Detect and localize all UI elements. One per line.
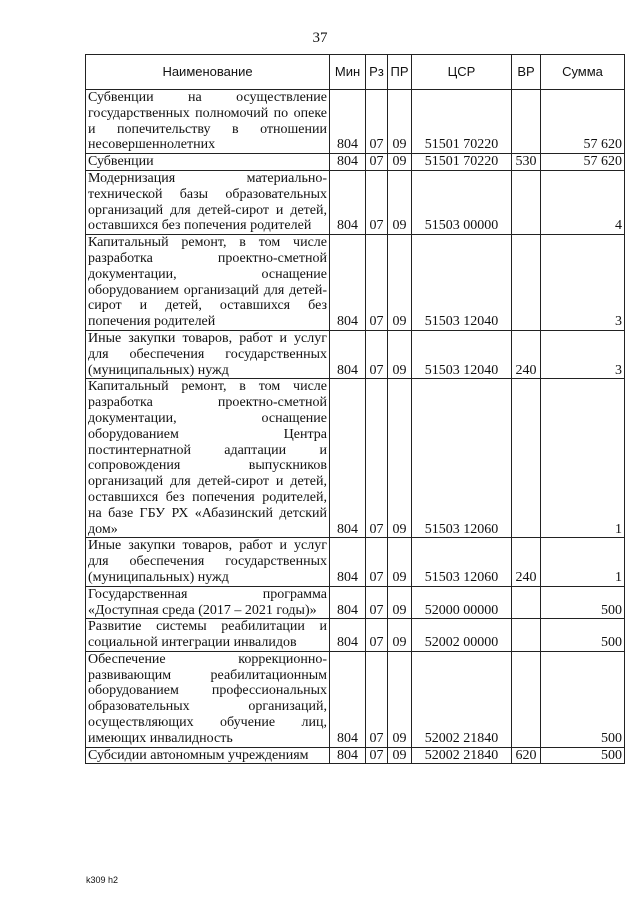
cell-vr bbox=[512, 586, 541, 619]
cell-csr: 51503 12040 bbox=[412, 330, 512, 378]
cell-pr: 09 bbox=[388, 586, 412, 619]
table-row bbox=[86, 379, 625, 538]
cell-min: 804 bbox=[330, 747, 366, 764]
cell-rz: 07 bbox=[366, 747, 388, 764]
cell-rz: 07 bbox=[366, 235, 388, 331]
cell-name: Капитальный ремонт, в том числе разработка проектно-сметной документации, оснащение оборудованием организаций для детей-сирот и детей, оставшихся без попечения родителей bbox=[86, 235, 330, 331]
page-number: 37 bbox=[312, 30, 328, 46]
cell-csr: 52002 21840 bbox=[412, 747, 512, 764]
cell-csr: 51501 70220 bbox=[412, 154, 512, 171]
header-name: Наименование bbox=[86, 55, 330, 90]
cell-vr: 240 bbox=[512, 538, 541, 586]
cell-rz: 07 bbox=[366, 154, 388, 171]
cell-pr: 09 bbox=[388, 235, 412, 331]
cell-csr: 51503 00000 bbox=[412, 170, 512, 234]
cell-name: Развитие системы реабилитации и социальной интеграции инвалидов bbox=[86, 619, 330, 652]
cell-sum: 3 bbox=[541, 235, 625, 331]
header-rz: Рз bbox=[366, 55, 388, 90]
cell-name: Государственная программа «Доступная среда (2017 – 2021 годы)» bbox=[86, 586, 330, 619]
cell-rz: 07 bbox=[366, 379, 388, 538]
cell-min: 804 bbox=[330, 170, 366, 234]
cell-vr bbox=[512, 235, 541, 331]
footer-code: k309 h2 bbox=[86, 875, 119, 885]
cell-pr: 09 bbox=[388, 330, 412, 378]
header-sum: Сумма bbox=[541, 55, 625, 90]
cell-name: Капитальный ремонт, в том числе разработка проектно-сметной документации, оснащение оборудованием Центра постинтернатной адаптации и сопровождения выпускников организаций для детей-сирот и детей, оставшихся без попечения родителей, на базе ГБУ РХ «Абазинский детский дом» bbox=[86, 379, 330, 538]
cell-name: Субвенции bbox=[86, 154, 330, 171]
cell-sum: 500 bbox=[541, 586, 625, 619]
cell-vr: 530 bbox=[512, 154, 541, 171]
table-row bbox=[86, 330, 625, 378]
cell-min: 804 bbox=[330, 90, 366, 154]
cell-min: 804 bbox=[330, 538, 366, 586]
cell-rz: 07 bbox=[366, 586, 388, 619]
cell-vr bbox=[512, 90, 541, 154]
cell-pr: 09 bbox=[388, 379, 412, 538]
cell-min: 804 bbox=[330, 619, 366, 652]
cell-min: 804 bbox=[330, 379, 366, 538]
cell-pr: 09 bbox=[388, 170, 412, 234]
cell-min: 804 bbox=[330, 154, 366, 171]
cell-sum: 500 bbox=[541, 619, 625, 652]
cell-sum: 1 bbox=[541, 538, 625, 586]
cell-sum: 3 bbox=[541, 330, 625, 378]
cell-rz: 07 bbox=[366, 538, 388, 586]
cell-sum: 500 bbox=[541, 651, 625, 747]
cell-name: Обеспечение коррекционно-развивающим реабилитационным оборудованием профессиональных образовательных организаций, осуществляющих обучение лиц, имеющих инвалидность bbox=[86, 651, 330, 747]
cell-pr: 09 bbox=[388, 538, 412, 586]
cell-min: 804 bbox=[330, 586, 366, 619]
cell-min: 804 bbox=[330, 651, 366, 747]
cell-pr: 09 bbox=[388, 651, 412, 747]
cell-sum: 57 620 bbox=[541, 154, 625, 171]
cell-csr: 52000 00000 bbox=[412, 586, 512, 619]
table-row bbox=[86, 747, 625, 764]
cell-sum: 57 620 bbox=[541, 90, 625, 154]
cell-sum: 1 bbox=[541, 379, 625, 538]
table-row bbox=[86, 170, 625, 234]
header-min: Мин bbox=[330, 55, 366, 90]
cell-sum: 4 bbox=[541, 170, 625, 234]
cell-min: 804 bbox=[330, 330, 366, 378]
cell-pr: 09 bbox=[388, 154, 412, 171]
cell-rz: 07 bbox=[366, 651, 388, 747]
cell-pr: 09 bbox=[388, 90, 412, 154]
cell-csr: 52002 00000 bbox=[412, 619, 512, 652]
cell-name: Субвенции на осуществление государственных полномочий по опеке и попечительству в отношении несовершеннолетних bbox=[86, 90, 330, 154]
header-vr: ВР bbox=[512, 55, 541, 90]
table-row bbox=[86, 538, 625, 586]
budget-table bbox=[85, 54, 625, 764]
cell-vr: 240 bbox=[512, 330, 541, 378]
header-pr: ПР bbox=[388, 55, 412, 90]
table-row bbox=[86, 619, 625, 652]
table-header-row bbox=[86, 55, 625, 90]
cell-vr: 620 bbox=[512, 747, 541, 764]
cell-rz: 07 bbox=[366, 330, 388, 378]
table-row bbox=[86, 90, 625, 154]
cell-csr: 51503 12060 bbox=[412, 538, 512, 586]
cell-name: Иные закупки товаров, работ и услуг для обеспечения государственных (муниципальных) нужд bbox=[86, 330, 330, 378]
cell-rz: 07 bbox=[366, 170, 388, 234]
cell-rz: 07 bbox=[366, 619, 388, 652]
cell-pr: 09 bbox=[388, 747, 412, 764]
table-body bbox=[86, 90, 625, 764]
cell-csr: 52002 21840 bbox=[412, 651, 512, 747]
cell-vr bbox=[512, 651, 541, 747]
cell-rz: 07 bbox=[366, 90, 388, 154]
cell-csr: 51501 70220 bbox=[412, 90, 512, 154]
cell-name: Субсидии автономным учреждениям bbox=[86, 747, 330, 764]
cell-vr bbox=[512, 170, 541, 234]
cell-vr bbox=[512, 619, 541, 652]
cell-pr: 09 bbox=[388, 619, 412, 652]
cell-name: Модернизация материально-технической базы образовательных организаций для детей-сирот и детей, оставшихся без попечения родителей bbox=[86, 170, 330, 234]
table-row bbox=[86, 651, 625, 747]
table-row bbox=[86, 235, 625, 331]
header-csr: ЦСР bbox=[412, 55, 512, 90]
cell-name: Иные закупки товаров, работ и услуг для обеспечения государственных (муниципальных) нужд bbox=[86, 538, 330, 586]
cell-csr: 51503 12060 bbox=[412, 379, 512, 538]
table-row bbox=[86, 586, 625, 619]
cell-min: 804 bbox=[330, 235, 366, 331]
table-row bbox=[86, 154, 625, 171]
cell-sum: 500 bbox=[541, 747, 625, 764]
cell-csr: 51503 12040 bbox=[412, 235, 512, 331]
cell-vr bbox=[512, 379, 541, 538]
